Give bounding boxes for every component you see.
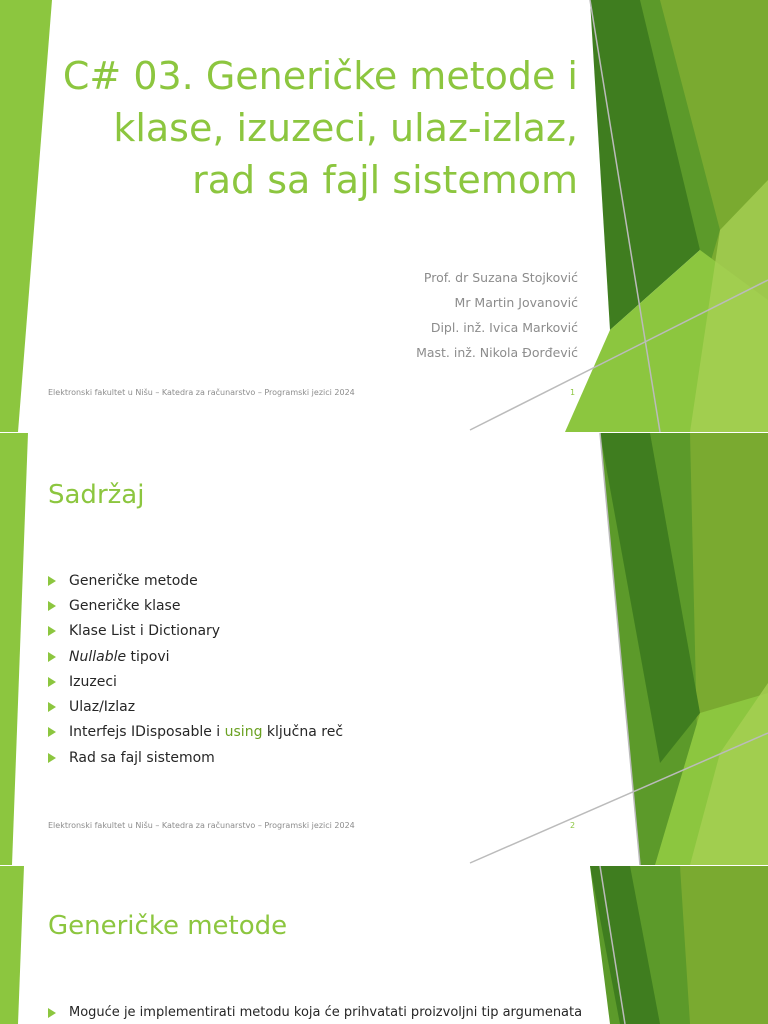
toc-item	[48, 669, 343, 694]
toc-item-text: Generičke klase	[69, 597, 181, 614]
toc-item-text: Rad sa fajl sistemom	[69, 749, 215, 766]
bullet-arrow-icon	[48, 576, 56, 586]
bullet-arrow-icon	[48, 601, 56, 611]
left-green-band	[0, 0, 52, 432]
content-item-text: Moguće je implementirati metodu koja će prihvatati proizvoljni tip argumenata	[69, 1005, 583, 1021]
page-number: 2	[570, 821, 576, 830]
toc-item-text: tipovi	[126, 648, 170, 665]
bullet-arrow-icon	[48, 652, 56, 662]
toc-item-text: Ulaz/Izlaz	[69, 699, 136, 716]
toc-item	[48, 593, 343, 618]
bullet-arrow-icon	[48, 702, 56, 712]
bullet-arrow-icon	[48, 727, 56, 737]
slide-footer: Elektronski fakultet u Nišu – Katedra za računarstvo – Programski jezici 2024	[48, 821, 355, 830]
page-number: 1	[570, 388, 576, 397]
author-name: Dipl. inž. Ivica Marković	[430, 320, 578, 335]
slide-2	[0, 433, 768, 865]
slide-footer: Elektronski fakultet u Nišu – Katedra za računarstvo – Programski jezici 2024	[48, 388, 355, 397]
author-name: Mr Martin Jovanović	[454, 295, 578, 310]
author-name: Mast. inž. Nikola Đorđević	[416, 345, 578, 360]
toc-item	[48, 694, 343, 719]
toc-item-italic: Nullable	[69, 648, 127, 665]
toc-item-text: Generičke metode	[69, 572, 198, 589]
slide-heading: Sadržaj	[48, 480, 145, 510]
author-name: Prof. dr Suzana Stojković	[423, 270, 578, 285]
toc-item	[48, 720, 343, 745]
toc-item	[48, 619, 343, 644]
toc-item	[48, 745, 343, 770]
left-green-band	[0, 866, 24, 1024]
right-mid-band	[680, 866, 768, 1024]
author-list	[416, 265, 578, 365]
content-item	[48, 1000, 582, 1024]
slide-1	[0, 0, 768, 432]
toc-item-text: ključna reč	[262, 724, 344, 741]
toc-item-text: Izuzeci	[69, 673, 117, 690]
toc-list	[48, 568, 343, 770]
toc-item-keyword: using	[224, 724, 263, 741]
toc-item	[48, 644, 343, 669]
left-green-band	[0, 433, 28, 865]
presentation-title: C# 03. Generičke metode i klase, izuzeci, ulaz-izlaz, rad sa fajl sistemom	[62, 54, 578, 202]
bullet-arrow-icon	[48, 626, 56, 636]
bullet-arrow-icon	[48, 1008, 56, 1018]
slide-heading: Generičke metode	[48, 911, 288, 941]
bullet-arrow-icon	[48, 677, 56, 687]
toc-item-text: Klase List i Dictionary	[69, 623, 221, 640]
toc-item	[48, 568, 343, 593]
toc-item-text: Interfejs IDisposable i	[69, 724, 225, 741]
slide-3	[0, 866, 768, 1024]
content-list	[48, 1000, 582, 1024]
bullet-arrow-icon	[48, 753, 56, 763]
